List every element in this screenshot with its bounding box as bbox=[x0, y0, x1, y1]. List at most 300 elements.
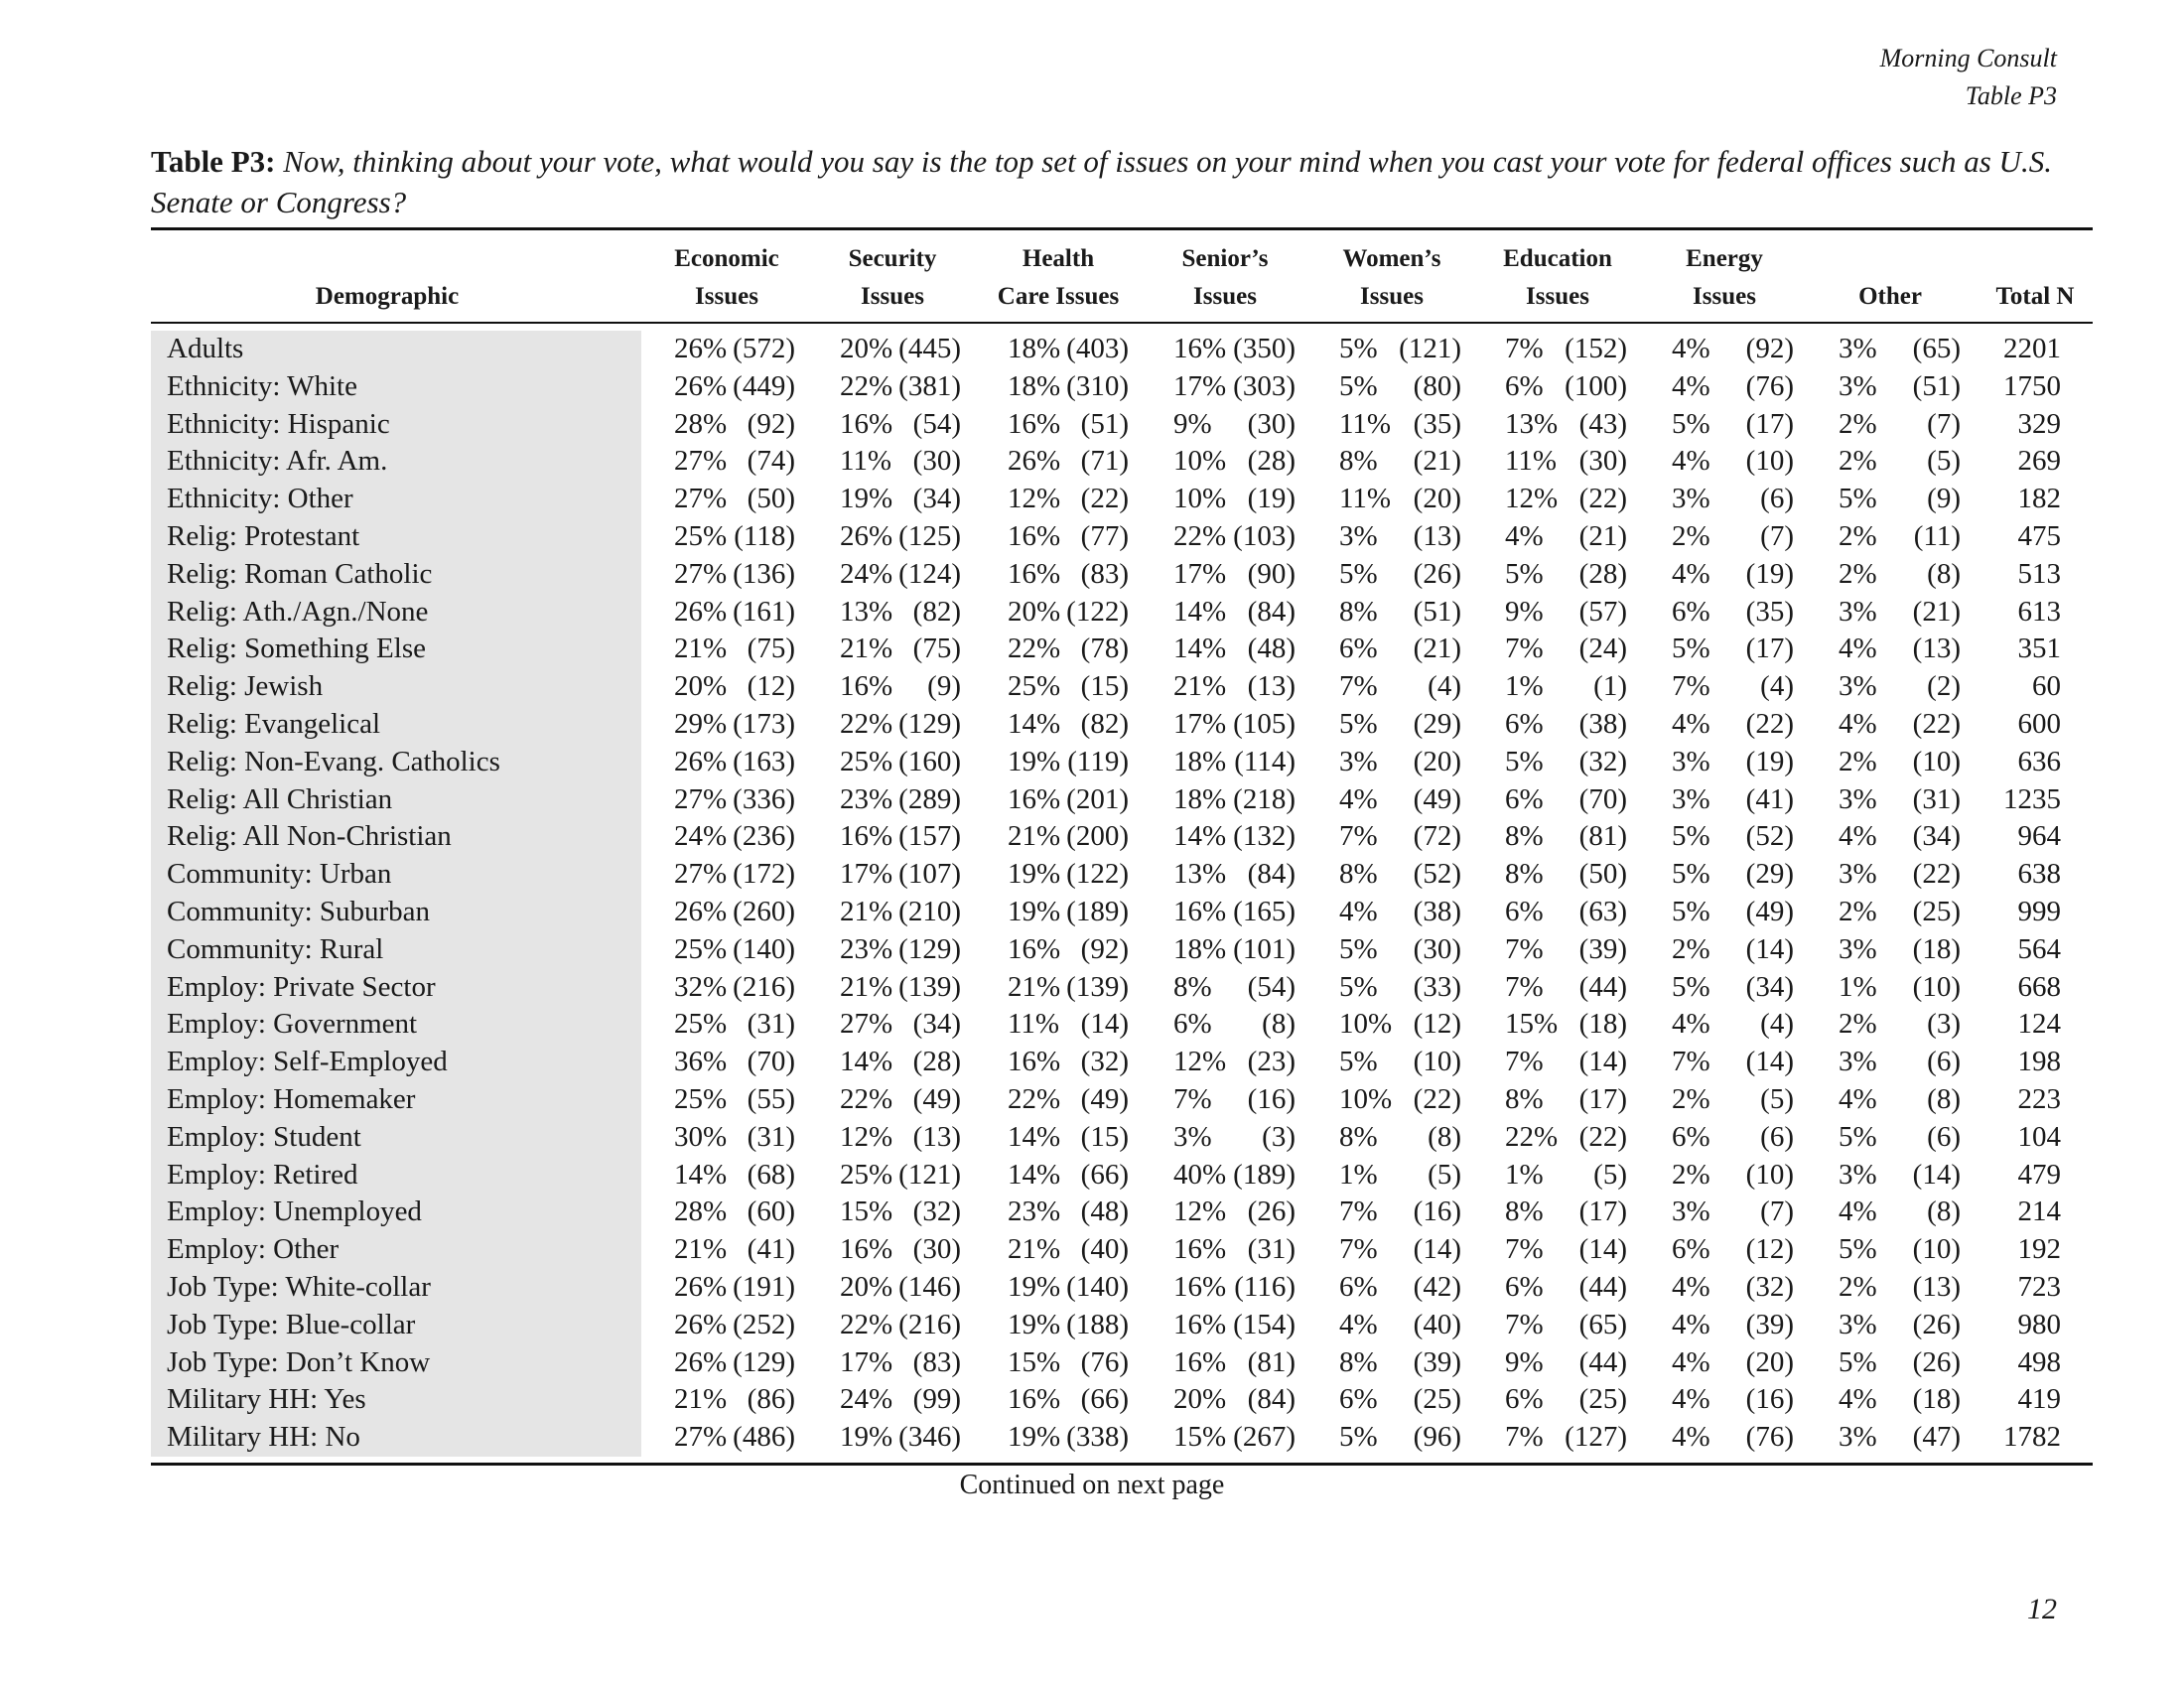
percent-cell: 21% bbox=[1008, 820, 1061, 853]
percent-cell: 4% bbox=[1839, 1383, 1877, 1416]
demographic-label: Community: Rural bbox=[167, 932, 384, 965]
count-cell: (13) bbox=[1912, 633, 1961, 665]
count-cell: (105) bbox=[1233, 707, 1296, 740]
percent-cell: 4% bbox=[1839, 1196, 1877, 1228]
table-row bbox=[151, 1231, 2093, 1269]
column-header bbox=[964, 240, 1153, 316]
demographic-label: Relig: Non-Evang. Catholics bbox=[167, 745, 500, 777]
percent-cell: 16% bbox=[1008, 1383, 1061, 1416]
count-cell: (30) bbox=[912, 445, 961, 478]
percent-cell: 17% bbox=[1173, 557, 1227, 590]
percent-cell: 4% bbox=[1672, 1383, 1710, 1416]
table-ref: Table P3 bbox=[1965, 81, 2057, 110]
count-cell: (13) bbox=[1413, 519, 1461, 552]
count-cell: (28) bbox=[912, 1046, 961, 1078]
column-header bbox=[647, 240, 806, 316]
percent-cell: 11% bbox=[1339, 407, 1392, 440]
percent-cell: 13% bbox=[1505, 407, 1559, 440]
count-cell: (267) bbox=[1233, 1421, 1296, 1454]
count-cell: (83) bbox=[1080, 557, 1129, 590]
percent-cell: 16% bbox=[1008, 519, 1061, 552]
percent-cell: 5% bbox=[1339, 1046, 1378, 1078]
percent-cell: 4% bbox=[1672, 1308, 1710, 1340]
count-cell: (129) bbox=[898, 932, 961, 965]
column-header-line2: Issues bbox=[861, 283, 924, 310]
count-cell: (10) bbox=[1912, 1233, 1961, 1266]
percent-cell: 21% bbox=[674, 633, 728, 665]
percent-cell: 4% bbox=[1672, 1421, 1710, 1454]
total-n-cell: 964 bbox=[2017, 820, 2061, 853]
count-cell: (146) bbox=[898, 1270, 961, 1303]
percent-cell: 26% bbox=[674, 333, 728, 364]
percent-cell: 16% bbox=[840, 407, 893, 440]
percent-cell: 6% bbox=[1339, 1383, 1378, 1416]
percent-cell: 16% bbox=[1008, 1046, 1061, 1078]
total-n-cell: 638 bbox=[2017, 858, 2061, 891]
count-cell: (77) bbox=[1080, 519, 1129, 552]
count-cell: (92) bbox=[1745, 333, 1794, 364]
count-cell: (29) bbox=[1413, 707, 1461, 740]
percent-cell: 7% bbox=[1339, 820, 1378, 853]
count-cell: (31) bbox=[747, 1008, 795, 1041]
percent-cell: 16% bbox=[1008, 782, 1061, 815]
percent-cell: 3% bbox=[1839, 670, 1877, 703]
count-cell: (26) bbox=[1413, 557, 1461, 590]
count-cell: (32) bbox=[1080, 1046, 1129, 1078]
column-header-line2: Issues bbox=[1693, 283, 1756, 310]
demographic-label: Job Type: Blue-collar bbox=[167, 1308, 416, 1340]
count-cell: (16) bbox=[1247, 1082, 1296, 1115]
percent-cell: 18% bbox=[1173, 745, 1227, 777]
percent-cell: 14% bbox=[674, 1158, 728, 1191]
percent-cell: 3% bbox=[1173, 1120, 1212, 1153]
percent-cell: 16% bbox=[1173, 1308, 1227, 1340]
percent-cell: 7% bbox=[1339, 1233, 1378, 1266]
percent-cell: 14% bbox=[1008, 1158, 1061, 1191]
count-cell: (44) bbox=[1578, 970, 1627, 1003]
count-cell: (381) bbox=[898, 369, 961, 402]
percent-cell: 4% bbox=[1839, 707, 1877, 740]
count-cell: (25) bbox=[1912, 895, 1961, 927]
demographic-label: Relig: All Christian bbox=[167, 782, 393, 815]
percent-cell: 25% bbox=[674, 1008, 728, 1041]
count-cell: (6) bbox=[1760, 1120, 1794, 1153]
demographic-label: Relig: All Non-Christian bbox=[167, 820, 452, 853]
percent-cell: 14% bbox=[840, 1046, 893, 1078]
percent-cell: 26% bbox=[674, 1308, 728, 1340]
demographic-label: Relig: Roman Catholic bbox=[167, 557, 433, 590]
column-header-line1: Health bbox=[1022, 245, 1095, 272]
total-n-cell: 329 bbox=[2017, 407, 2061, 440]
count-cell: (81) bbox=[1247, 1345, 1296, 1378]
count-cell: (121) bbox=[1399, 333, 1461, 364]
percent-cell: 22% bbox=[1008, 633, 1061, 665]
total-n-cell: 124 bbox=[2017, 1008, 2061, 1041]
percent-cell: 15% bbox=[1173, 1421, 1227, 1454]
count-cell: (125) bbox=[898, 519, 961, 552]
percent-cell: 16% bbox=[840, 1233, 893, 1266]
percent-cell: 16% bbox=[1008, 932, 1061, 965]
count-cell: (161) bbox=[733, 595, 795, 628]
table-row bbox=[151, 1119, 2093, 1157]
percent-cell: 3% bbox=[1672, 1196, 1710, 1228]
table-row bbox=[151, 1006, 2093, 1044]
percent-cell: 22% bbox=[840, 707, 893, 740]
count-cell: (84) bbox=[1247, 858, 1296, 891]
column-header-line2: Issues bbox=[1193, 283, 1257, 310]
percent-cell: 8% bbox=[1505, 1082, 1544, 1115]
percent-cell: 13% bbox=[1173, 858, 1227, 891]
percent-cell: 7% bbox=[1505, 1308, 1544, 1340]
percent-cell: 3% bbox=[1339, 519, 1378, 552]
total-n-cell: 223 bbox=[2017, 1082, 2061, 1115]
count-cell: (10) bbox=[1745, 445, 1794, 478]
demographic-label: Ethnicity: Afr. Am. bbox=[167, 445, 388, 478]
demographic-label: Employ: Student bbox=[167, 1120, 361, 1153]
count-cell: (21) bbox=[1912, 595, 1961, 628]
percent-cell: 7% bbox=[1505, 333, 1544, 364]
count-cell: (26) bbox=[1247, 1196, 1296, 1228]
count-cell: (51) bbox=[1080, 407, 1129, 440]
percent-cell: 3% bbox=[1839, 858, 1877, 891]
count-cell: (210) bbox=[898, 895, 961, 927]
count-cell: (84) bbox=[1247, 595, 1296, 628]
percent-cell: 27% bbox=[674, 1421, 728, 1454]
percent-cell: 7% bbox=[1672, 670, 1710, 703]
percent-cell: 6% bbox=[1672, 1233, 1710, 1266]
demographic-label: Relig: Protestant bbox=[167, 519, 360, 552]
demographic-label: Employ: Retired bbox=[167, 1158, 358, 1191]
count-cell: (21) bbox=[1578, 519, 1627, 552]
count-cell: (30) bbox=[1413, 932, 1461, 965]
percent-cell: 8% bbox=[1339, 595, 1378, 628]
count-cell: (34) bbox=[1912, 820, 1961, 853]
percent-cell: 3% bbox=[1839, 595, 1877, 628]
count-cell: (572) bbox=[733, 333, 795, 364]
percent-cell: 1% bbox=[1505, 1158, 1544, 1191]
percent-cell: 26% bbox=[674, 1270, 728, 1303]
count-cell: (310) bbox=[1066, 369, 1129, 402]
percent-cell: 14% bbox=[1173, 633, 1227, 665]
table-row bbox=[151, 1044, 2093, 1081]
column-header bbox=[1146, 240, 1304, 316]
count-cell: (486) bbox=[733, 1421, 795, 1454]
column-header-line2: Other bbox=[1858, 283, 1922, 310]
count-cell: (129) bbox=[898, 707, 961, 740]
percent-cell: 19% bbox=[840, 1421, 893, 1454]
percent-cell: 4% bbox=[1339, 895, 1378, 927]
total-n-cell: 419 bbox=[2017, 1383, 2061, 1416]
count-cell: (24) bbox=[1578, 633, 1627, 665]
count-cell: (66) bbox=[1080, 1383, 1129, 1416]
count-cell: (28) bbox=[1578, 557, 1627, 590]
percent-cell: 5% bbox=[1672, 970, 1710, 1003]
percent-cell: 10% bbox=[1173, 445, 1227, 478]
count-cell: (92) bbox=[1080, 932, 1129, 965]
count-cell: (140) bbox=[1066, 1270, 1129, 1303]
count-cell: (52) bbox=[1413, 858, 1461, 891]
count-cell: (154) bbox=[1233, 1308, 1296, 1340]
table-row bbox=[151, 781, 2093, 819]
percent-cell: 13% bbox=[840, 595, 893, 628]
count-cell: (303) bbox=[1233, 369, 1296, 402]
count-cell: (14) bbox=[1413, 1233, 1461, 1266]
table-row bbox=[151, 1344, 2093, 1382]
percent-cell: 3% bbox=[1839, 782, 1877, 815]
percent-cell: 2% bbox=[1839, 1008, 1877, 1041]
percent-cell: 17% bbox=[840, 858, 893, 891]
percent-cell: 17% bbox=[1173, 707, 1227, 740]
total-n-cell: 479 bbox=[2017, 1158, 2061, 1191]
count-cell: (7) bbox=[1927, 407, 1961, 440]
count-cell: (136) bbox=[733, 557, 795, 590]
total-n-cell: 269 bbox=[2017, 445, 2061, 478]
count-cell: (8) bbox=[1262, 1008, 1296, 1041]
percent-cell: 26% bbox=[840, 519, 893, 552]
count-cell: (38) bbox=[1578, 707, 1627, 740]
percent-cell: 4% bbox=[1672, 369, 1710, 402]
total-n-cell: 613 bbox=[2017, 595, 2061, 628]
count-cell: (3) bbox=[1262, 1120, 1296, 1153]
percent-cell: 8% bbox=[1505, 1196, 1544, 1228]
table-title-label: Table P3: bbox=[151, 144, 276, 179]
demographic-label: Ethnicity: Hispanic bbox=[167, 407, 390, 440]
percent-cell: 12% bbox=[1173, 1046, 1227, 1078]
total-n-cell: 513 bbox=[2017, 557, 2061, 590]
count-cell: (346) bbox=[898, 1421, 961, 1454]
percent-cell: 6% bbox=[1173, 1008, 1212, 1041]
count-cell: (18) bbox=[1912, 1383, 1961, 1416]
count-cell: (76) bbox=[1080, 1345, 1129, 1378]
count-cell: (20) bbox=[1413, 745, 1461, 777]
percent-cell: 14% bbox=[1008, 707, 1061, 740]
percent-cell: 4% bbox=[1672, 1270, 1710, 1303]
percent-cell: 2% bbox=[1839, 1270, 1877, 1303]
percent-cell: 2% bbox=[1839, 557, 1877, 590]
column-header-line1 bbox=[1976, 240, 2095, 278]
percent-cell: 5% bbox=[1339, 707, 1378, 740]
percent-cell: 5% bbox=[1839, 483, 1877, 515]
percent-cell: 4% bbox=[1672, 1345, 1710, 1378]
continued-note: Continued on next page bbox=[959, 1470, 1225, 1500]
count-cell: (132) bbox=[1233, 820, 1296, 853]
count-cell: (23) bbox=[1247, 1046, 1296, 1078]
count-cell: (96) bbox=[1413, 1421, 1461, 1454]
count-cell: (74) bbox=[747, 445, 795, 478]
count-cell: (140) bbox=[733, 932, 795, 965]
count-cell: (10) bbox=[1912, 970, 1961, 1003]
demographic-label: Job Type: White-collar bbox=[167, 1270, 431, 1303]
count-cell: (99) bbox=[912, 1383, 961, 1416]
column-header-line2: Issues bbox=[695, 283, 758, 310]
column-header-line1 bbox=[1811, 240, 1970, 278]
percent-cell: 6% bbox=[1505, 895, 1544, 927]
percent-cell: 18% bbox=[1173, 932, 1227, 965]
table-row bbox=[151, 1269, 2093, 1307]
count-cell: (22) bbox=[1912, 858, 1961, 891]
table-row bbox=[151, 1419, 2093, 1457]
percent-cell: 29% bbox=[674, 707, 728, 740]
count-cell: (252) bbox=[733, 1308, 795, 1340]
percent-cell: 9% bbox=[1505, 595, 1544, 628]
percent-cell: 4% bbox=[1672, 445, 1710, 478]
total-n-cell: 723 bbox=[2017, 1270, 2061, 1303]
percent-cell: 20% bbox=[1173, 1383, 1227, 1416]
percent-cell: 10% bbox=[1339, 1082, 1393, 1115]
count-cell: (124) bbox=[898, 557, 961, 590]
total-n-cell: 60 bbox=[2032, 670, 2061, 703]
percent-cell: 8% bbox=[1339, 858, 1378, 891]
column-header bbox=[1645, 240, 1804, 316]
count-cell: (163) bbox=[733, 745, 795, 777]
percent-cell: 5% bbox=[1672, 820, 1710, 853]
count-cell: (15) bbox=[1080, 670, 1129, 703]
demographic-label: Ethnicity: White bbox=[167, 369, 357, 402]
percent-cell: 22% bbox=[1173, 519, 1227, 552]
count-cell: (32) bbox=[1745, 1270, 1794, 1303]
percent-cell: 26% bbox=[674, 595, 728, 628]
count-cell: (34) bbox=[912, 483, 961, 515]
count-cell: (22) bbox=[1080, 483, 1129, 515]
count-cell: (49) bbox=[1413, 782, 1461, 815]
percent-cell: 23% bbox=[840, 782, 893, 815]
demographic-label: Relig: Evangelical bbox=[167, 707, 381, 740]
count-cell: (26) bbox=[1912, 1308, 1961, 1340]
percent-cell: 16% bbox=[1173, 1270, 1227, 1303]
count-cell: (35) bbox=[1745, 595, 1794, 628]
column-header-line1: Energy bbox=[1686, 245, 1763, 272]
count-cell: (17) bbox=[1578, 1196, 1627, 1228]
demographic-label: Ethnicity: Other bbox=[167, 483, 353, 515]
count-cell: (7) bbox=[1760, 1196, 1794, 1228]
demographic-label: Employ: Private Sector bbox=[167, 970, 436, 1003]
count-cell: (14) bbox=[1080, 1008, 1129, 1041]
percent-cell: 5% bbox=[1339, 1421, 1378, 1454]
table-row bbox=[151, 481, 2093, 518]
percent-cell: 25% bbox=[840, 1158, 893, 1191]
count-cell: (189) bbox=[1233, 1158, 1296, 1191]
percent-cell: 32% bbox=[674, 970, 728, 1003]
table-row bbox=[151, 706, 2093, 744]
percent-cell: 3% bbox=[1339, 745, 1378, 777]
percent-cell: 22% bbox=[840, 369, 893, 402]
percent-cell: 9% bbox=[1173, 407, 1212, 440]
count-cell: (50) bbox=[1578, 858, 1627, 891]
percent-cell: 26% bbox=[674, 745, 728, 777]
percent-cell: 3% bbox=[1839, 369, 1877, 402]
count-cell: (13) bbox=[1912, 1270, 1961, 1303]
percent-cell: 16% bbox=[1008, 407, 1061, 440]
count-cell: (70) bbox=[1578, 782, 1627, 815]
column-header-line1: Education bbox=[1503, 245, 1612, 272]
count-cell: (21) bbox=[1413, 633, 1461, 665]
count-cell: (157) bbox=[898, 820, 961, 853]
percent-cell: 6% bbox=[1505, 1383, 1544, 1416]
count-cell: (75) bbox=[747, 633, 795, 665]
count-cell: (14) bbox=[1912, 1158, 1961, 1191]
total-n-cell: 182 bbox=[2017, 483, 2061, 515]
count-cell: (289) bbox=[898, 782, 961, 815]
demographic-label: Community: Suburban bbox=[167, 895, 431, 927]
percent-cell: 1% bbox=[1505, 670, 1544, 703]
count-cell: (122) bbox=[1066, 858, 1129, 891]
count-cell: (188) bbox=[1066, 1308, 1129, 1340]
count-cell: (6) bbox=[1927, 1046, 1961, 1078]
count-cell: (90) bbox=[1247, 557, 1296, 590]
percent-cell: 21% bbox=[840, 633, 893, 665]
percent-cell: 4% bbox=[1339, 782, 1378, 815]
column-header bbox=[813, 240, 972, 316]
org-name: Morning Consult bbox=[1879, 44, 2057, 72]
percent-cell: 7% bbox=[1505, 1046, 1544, 1078]
column-header-line2: Total N bbox=[1995, 283, 2075, 310]
demographic-label: Employ: Self-Employed bbox=[167, 1046, 448, 1078]
table-row bbox=[151, 856, 2093, 894]
count-cell: (5) bbox=[1428, 1158, 1461, 1191]
count-cell: (39) bbox=[1578, 932, 1627, 965]
count-cell: (29) bbox=[1745, 858, 1794, 891]
count-cell: (4) bbox=[1760, 670, 1794, 703]
percent-cell: 22% bbox=[1008, 1082, 1061, 1115]
percent-cell: 12% bbox=[1008, 483, 1061, 515]
total-n-cell: 564 bbox=[2017, 932, 2061, 965]
count-cell: (122) bbox=[1066, 595, 1129, 628]
percent-cell: 8% bbox=[1505, 820, 1544, 853]
column-header-line1 bbox=[179, 240, 596, 278]
count-cell: (22) bbox=[1413, 1082, 1461, 1115]
table-row bbox=[151, 556, 2093, 594]
count-cell: (16) bbox=[1413, 1196, 1461, 1228]
count-cell: (50) bbox=[747, 483, 795, 515]
percent-cell: 9% bbox=[1505, 1345, 1544, 1378]
percent-cell: 18% bbox=[1008, 369, 1061, 402]
table-row bbox=[151, 406, 2093, 444]
count-cell: (76) bbox=[1745, 1421, 1794, 1454]
count-cell: (66) bbox=[1080, 1158, 1129, 1191]
percent-cell: 28% bbox=[674, 1196, 728, 1228]
table-row bbox=[151, 518, 2093, 556]
count-cell: (18) bbox=[1578, 1008, 1627, 1041]
percent-cell: 8% bbox=[1505, 858, 1544, 891]
count-cell: (40) bbox=[1413, 1308, 1461, 1340]
percent-cell: 21% bbox=[1008, 1233, 1061, 1266]
count-cell: (116) bbox=[1234, 1270, 1296, 1303]
count-cell: (338) bbox=[1066, 1421, 1129, 1454]
count-cell: (8) bbox=[1428, 1120, 1461, 1153]
column-header bbox=[179, 240, 596, 316]
count-cell: (43) bbox=[1578, 407, 1627, 440]
count-cell: (41) bbox=[747, 1233, 795, 1266]
count-cell: (8) bbox=[1927, 557, 1961, 590]
count-cell: (20) bbox=[1413, 483, 1461, 515]
table-row bbox=[151, 1157, 2093, 1195]
percent-cell: 16% bbox=[1173, 895, 1227, 927]
count-cell: (22) bbox=[1578, 483, 1627, 515]
count-cell: (103) bbox=[1233, 519, 1296, 552]
table-row bbox=[151, 894, 2093, 931]
count-cell: (55) bbox=[747, 1082, 795, 1115]
percent-cell: 8% bbox=[1173, 970, 1212, 1003]
percent-cell: 2% bbox=[1672, 1082, 1710, 1115]
count-cell: (63) bbox=[1578, 895, 1627, 927]
count-cell: (33) bbox=[1413, 970, 1461, 1003]
total-n-cell: 668 bbox=[2017, 970, 2061, 1003]
percent-cell: 22% bbox=[840, 1308, 893, 1340]
percent-cell: 12% bbox=[840, 1120, 893, 1153]
top-rule bbox=[151, 227, 2093, 230]
percent-cell: 26% bbox=[674, 369, 728, 402]
count-cell: (7) bbox=[1760, 519, 1794, 552]
